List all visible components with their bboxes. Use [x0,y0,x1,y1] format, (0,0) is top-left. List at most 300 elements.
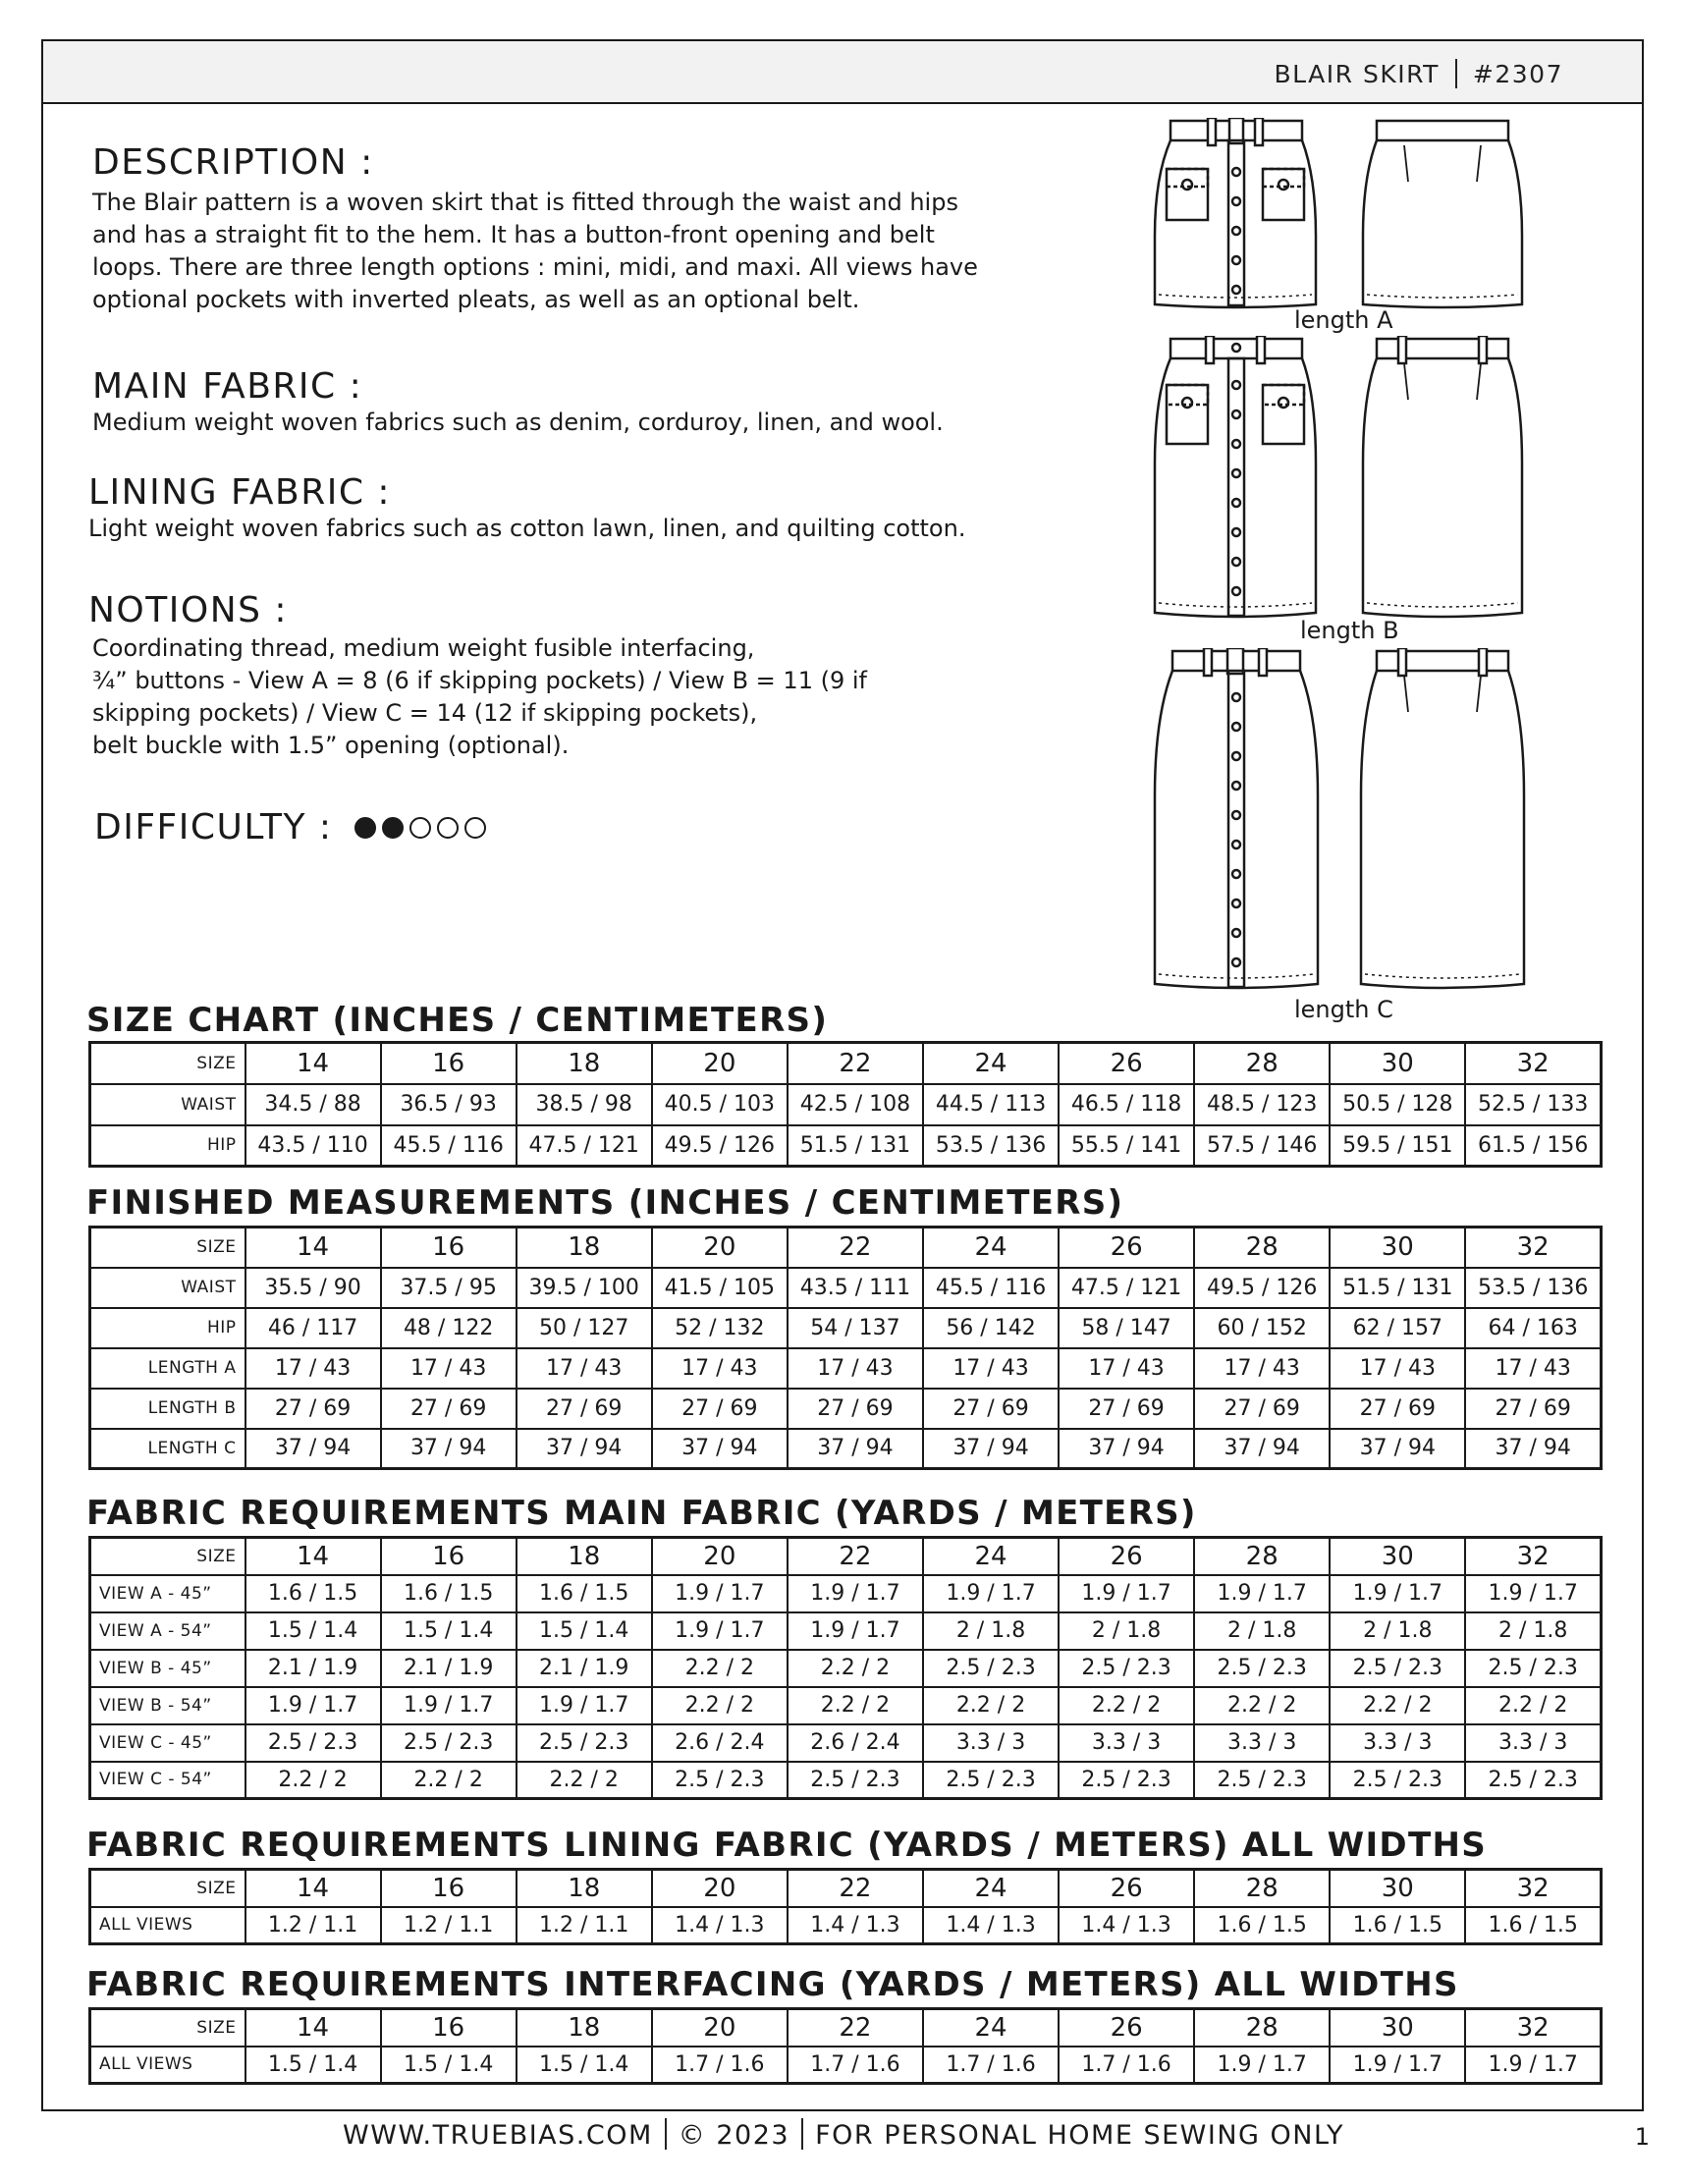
table-cell: 2.5 / 2.3 [245,1724,381,1762]
difficulty-dot-empty [464,817,486,839]
table-cell: 27 / 69 [1465,1389,1601,1429]
table-cell: 40.5 / 103 [652,1084,788,1125]
table-cell: 2.6 / 2.4 [788,1724,923,1762]
size-header-row [90,1538,1602,1575]
table-cell: 2.2 / 2 [788,1687,923,1724]
table-cell: 2.5 / 2.3 [517,1724,652,1762]
table-cell: 41.5 / 105 [652,1268,788,1308]
size-label: SIZE [90,2009,245,2047]
table-cell: 2.5 / 2.3 [1330,1762,1465,1799]
interfacing-req-title: FABRIC REQUIREMENTS INTERFACING (YARDS / METERS) ALL WIDTHS [86,1965,1459,2004]
size-header-cell: 22 [788,1870,923,1907]
table-cell: 2.5 / 2.3 [1194,1762,1330,1799]
row-label: VIEW B - 54” [90,1687,245,1724]
table-cell: 37 / 94 [1194,1429,1330,1469]
table-cell: 44.5 / 113 [923,1084,1059,1125]
table-cell: 36.5 / 93 [381,1084,517,1125]
row-label: HIP [90,1125,245,1167]
table-cell: 37 / 94 [1465,1429,1601,1469]
lining-req-title: FABRIC REQUIREMENTS LINING FABRIC (YARDS / METERS) ALL WIDTHS [86,1826,1487,1865]
description-line: optional pockets with inverted pleats, as well as an optional belt. [92,286,860,313]
table-cell: 1.9 / 1.7 [245,1687,381,1724]
table-cell: 58 / 147 [1059,1308,1194,1348]
table-cell: 52.5 / 133 [1465,1084,1601,1125]
table-cell: 2.2 / 2 [517,1762,652,1799]
table-cell: 52 / 132 [652,1308,788,1348]
table-cell: 37 / 94 [923,1429,1059,1469]
row-label: VIEW C - 45” [90,1724,245,1762]
sketch-length-a [1147,118,1550,309]
back-view-a [1363,121,1522,307]
size-header-cell: 14 [245,1538,381,1575]
description-title: DESCRIPTION : [92,142,374,183]
size-header-cell: 18 [517,2009,652,2047]
size-header-cell: 26 [1059,2009,1194,2047]
notions-body [92,632,1114,762]
main-fabric-line: Medium weight woven fabrics such as denim, corduroy, linen, and wool. [92,409,944,436]
lining-req-table [88,1868,1603,1945]
table-cell: 27 / 69 [1330,1389,1465,1429]
table-cell: 3.3 / 3 [1465,1724,1601,1762]
footer-website[interactable]: WWW.TRUEBIAS.COM [343,2120,653,2151]
table-cell: 27 / 69 [652,1389,788,1429]
table-cell: 2.2 / 2 [788,1650,923,1687]
table-cell: 48 / 122 [381,1308,517,1348]
size-header-row [90,1228,1602,1268]
size-header-cell: 22 [788,1043,923,1084]
table-cell: 1.5 / 1.4 [245,2047,381,2084]
table-cell: 17 / 43 [517,1348,652,1389]
row-label: VIEW A - 54” [90,1612,245,1650]
table-row [90,1268,1602,1308]
table-cell: 2.2 / 2 [381,1762,517,1799]
table-cell: 45.5 / 116 [381,1125,517,1167]
lining-fabric-title: LINING FABRIC : [88,472,392,513]
size-header-cell: 32 [1465,1870,1601,1907]
size-header-cell: 16 [381,1228,517,1268]
size-header-cell: 20 [652,1043,788,1084]
table-row [90,1125,1602,1167]
row-label: LENGTH C [90,1429,245,1469]
table-cell: 57.5 / 146 [1194,1125,1330,1167]
pattern-number: #2307 [1472,60,1563,88]
difficulty-dots [354,817,486,839]
size-header-cell: 14 [245,1043,381,1084]
size-header-cell: 32 [1465,1043,1601,1084]
table-cell: 50.5 / 128 [1330,1084,1465,1125]
size-header-cell: 28 [1194,2009,1330,2047]
table-cell: 1.9 / 1.7 [788,1612,923,1650]
size-header-cell: 26 [1059,1228,1194,1268]
table-cell: 1.6 / 1.5 [381,1575,517,1612]
table-cell: 51.5 / 131 [788,1125,923,1167]
row-label: HIP [90,1308,245,1348]
table-cell: 27 / 69 [381,1389,517,1429]
lining-fabric-body [88,513,1110,545]
table-cell: 2.2 / 2 [1330,1687,1465,1724]
size-header-cell: 14 [245,1870,381,1907]
table-cell: 2 / 1.8 [1059,1612,1194,1650]
table-cell: 27 / 69 [517,1389,652,1429]
size-header-cell: 18 [517,1870,652,1907]
front-view-b [1155,336,1316,617]
table-row [90,1429,1602,1469]
row-label: VIEW B - 45” [90,1650,245,1687]
table-cell: 35.5 / 90 [245,1268,381,1308]
caption-length-c: length C [1294,996,1393,1023]
table-cell: 1.6 / 1.5 [1194,1907,1330,1944]
table-row [90,1762,1602,1799]
table-cell: 1.9 / 1.7 [1330,2047,1465,2084]
table-cell: 37 / 94 [652,1429,788,1469]
size-header-cell: 22 [788,2009,923,2047]
table-cell: 1.4 / 1.3 [1059,1907,1194,1944]
table-row [90,1907,1602,1944]
table-cell: 51.5 / 131 [1330,1268,1465,1308]
size-label: SIZE [90,1870,245,1907]
table-cell: 1.7 / 1.6 [788,2047,923,2084]
table-cell: 2.2 / 2 [652,1650,788,1687]
table-cell: 46 / 117 [245,1308,381,1348]
size-header-cell: 30 [1330,1043,1465,1084]
footer-notice: FOR PERSONAL HOME SEWING ONLY [815,2120,1344,2151]
size-header-cell: 20 [652,1228,788,1268]
notions-line: ¾” buttons - View A = 8 (6 if skipping pockets) / View B = 11 (9 if [92,667,867,694]
table-cell: 1.9 / 1.7 [923,1575,1059,1612]
table-cell: 49.5 / 126 [652,1125,788,1167]
table-cell: 37 / 94 [245,1429,381,1469]
table-row [90,1612,1602,1650]
table-cell: 2.2 / 2 [652,1687,788,1724]
difficulty-dot-empty [409,817,431,839]
size-header-cell: 28 [1194,1870,1330,1907]
size-header-cell: 16 [381,1538,517,1575]
table-cell: 2.5 / 2.3 [1194,1650,1330,1687]
table-cell: 38.5 / 98 [517,1084,652,1125]
table-cell: 1.5 / 1.4 [381,2047,517,2084]
table-cell: 3.3 / 3 [1059,1724,1194,1762]
table-cell: 27 / 69 [923,1389,1059,1429]
main-fabric-title: MAIN FABRIC : [92,366,363,407]
table-row [90,1389,1602,1429]
size-header-row [90,2009,1602,2047]
sketch-length-b [1147,336,1550,621]
row-label: LENGTH B [90,1389,245,1429]
table-cell: 1.5 / 1.4 [517,2047,652,2084]
size-header-cell: 16 [381,1870,517,1907]
table-cell: 2.1 / 1.9 [381,1650,517,1687]
table-cell: 48.5 / 123 [1194,1084,1330,1125]
table-cell: 47.5 / 121 [1059,1268,1194,1308]
table-cell: 1.2 / 1.1 [517,1907,652,1944]
table-cell: 34.5 / 88 [245,1084,381,1125]
header-title [1275,59,1563,88]
table-cell: 43.5 / 111 [788,1268,923,1308]
size-header-cell: 14 [245,2009,381,2047]
size-header-cell: 24 [923,1870,1059,1907]
table-cell: 1.9 / 1.7 [1330,1575,1465,1612]
size-header-cell: 32 [1465,1228,1601,1268]
size-header-cell: 24 [923,1538,1059,1575]
table-cell: 1.9 / 1.7 [1194,2047,1330,2084]
size-header-cell: 18 [517,1538,652,1575]
notions-line: skipping pockets) / View C = 14 (12 if skipping pockets), [92,699,758,727]
pattern-name: BLAIR SKIRT [1274,60,1440,88]
main-fabric-req-table [88,1536,1603,1800]
size-chart-table [88,1041,1603,1168]
table-cell: 3.3 / 3 [1194,1724,1330,1762]
table-cell: 3.3 / 3 [923,1724,1059,1762]
table-cell: 1.5 / 1.4 [245,1612,381,1650]
table-cell: 2.2 / 2 [923,1687,1059,1724]
header-band [41,39,1644,104]
table-cell: 17 / 43 [245,1348,381,1389]
table-cell: 61.5 / 156 [1465,1125,1601,1167]
size-header-cell: 20 [652,2009,788,2047]
table-cell: 17 / 43 [1194,1348,1330,1389]
size-header-cell: 18 [517,1228,652,1268]
footer [0,2118,1687,2151]
table-cell: 37 / 94 [788,1429,923,1469]
table-cell: 46.5 / 118 [1059,1084,1194,1125]
finished-measurements-title: FINISHED MEASUREMENTS (INCHES / CENTIMETERS) [86,1183,1124,1223]
table-cell: 1.9 / 1.7 [1465,1575,1601,1612]
table-cell: 2.5 / 2.3 [1330,1650,1465,1687]
table-row [90,2047,1602,2084]
size-header-cell: 24 [923,1043,1059,1084]
table-cell: 49.5 / 126 [1194,1268,1330,1308]
table-cell: 2.5 / 2.3 [788,1762,923,1799]
table-row [90,1084,1602,1125]
table-cell: 2.5 / 2.3 [1465,1762,1601,1799]
table-cell: 27 / 69 [1059,1389,1194,1429]
table-cell: 2 / 1.8 [1330,1612,1465,1650]
size-header-row [90,1870,1602,1907]
table-cell: 1.5 / 1.4 [517,1612,652,1650]
table-row [90,1724,1602,1762]
row-label: WAIST [90,1084,245,1125]
size-label: SIZE [90,1228,245,1268]
table-cell: 2.5 / 2.3 [652,1762,788,1799]
table-cell: 1.9 / 1.7 [1059,1575,1194,1612]
table-cell: 1.9 / 1.7 [1465,2047,1601,2084]
size-header-cell: 16 [381,2009,517,2047]
table-cell: 17 / 43 [788,1348,923,1389]
interfacing-req-table [88,2007,1603,2085]
table-cell: 2 / 1.8 [1194,1612,1330,1650]
table-cell: 17 / 43 [1330,1348,1465,1389]
size-header-cell: 30 [1330,1870,1465,1907]
size-header-cell: 20 [652,1870,788,1907]
table-cell: 1.2 / 1.1 [245,1907,381,1944]
table-cell: 37.5 / 95 [381,1268,517,1308]
back-view-c [1361,648,1524,988]
size-header-cell: 26 [1059,1870,1194,1907]
table-cell: 1.7 / 1.6 [1059,2047,1194,2084]
caption-length-b: length B [1300,617,1399,644]
size-header-cell: 26 [1059,1538,1194,1575]
size-header-cell: 32 [1465,1538,1601,1575]
table-row [90,1575,1602,1612]
table-cell: 27 / 69 [245,1389,381,1429]
size-chart-title: SIZE CHART (INCHES / CENTIMETERS) [86,1001,829,1040]
table-cell: 1.9 / 1.7 [652,1575,788,1612]
table-cell: 1.6 / 1.5 [245,1575,381,1612]
difficulty-dot-filled [354,817,376,839]
row-label: WAIST [90,1268,245,1308]
row-label: ALL VIEWS [90,2047,245,2084]
table-cell: 37 / 94 [517,1429,652,1469]
size-header-cell: 28 [1194,1538,1330,1575]
size-header-cell: 28 [1194,1043,1330,1084]
table-cell: 1.2 / 1.1 [381,1907,517,1944]
table-cell: 1.4 / 1.3 [923,1907,1059,1944]
table-cell: 2.5 / 2.3 [381,1724,517,1762]
table-cell: 1.4 / 1.3 [652,1907,788,1944]
page-number: 1 [1634,2123,1650,2151]
table-cell: 17 / 43 [1059,1348,1194,1389]
difficulty-label: DIFFICULTY : [94,807,333,847]
row-label: VIEW A - 45” [90,1575,245,1612]
table-cell: 3.3 / 3 [1330,1724,1465,1762]
description-line: loops. There are three length options : mini, midi, and maxi. All views have [92,253,978,281]
table-cell: 37 / 94 [1330,1429,1465,1469]
table-cell: 1.6 / 1.5 [1330,1907,1465,1944]
size-label: SIZE [90,1043,245,1084]
table-cell: 17 / 43 [923,1348,1059,1389]
table-cell: 1.9 / 1.7 [788,1575,923,1612]
table-cell: 2.5 / 2.3 [923,1650,1059,1687]
table-cell: 53.5 / 136 [923,1125,1059,1167]
table-cell: 45.5 / 116 [923,1268,1059,1308]
size-header-cell: 24 [923,2009,1059,2047]
size-header-cell: 24 [923,1228,1059,1268]
table-cell: 2.2 / 2 [245,1762,381,1799]
table-cell: 60 / 152 [1194,1308,1330,1348]
table-cell: 2.2 / 2 [1059,1687,1194,1724]
difficulty-dot-empty [437,817,459,839]
notions-title: NOTIONS : [88,590,289,630]
lining-fabric-line: Light weight woven fabrics such as cotton lawn, linen, and quilting cotton. [88,515,966,542]
finished-measurements-table [88,1226,1603,1470]
table-row [90,1687,1602,1724]
table-row [90,1308,1602,1348]
table-cell: 17 / 43 [381,1348,517,1389]
table-row [90,1348,1602,1389]
table-cell: 47.5 / 121 [517,1125,652,1167]
footer-divider [665,2118,667,2150]
table-cell: 42.5 / 108 [788,1084,923,1125]
table-cell: 37 / 94 [381,1429,517,1469]
table-cell: 50 / 127 [517,1308,652,1348]
table-cell: 62 / 157 [1330,1308,1465,1348]
size-header-row [90,1043,1602,1084]
table-cell: 2.5 / 2.3 [1465,1650,1601,1687]
table-cell: 1.9 / 1.7 [1194,1575,1330,1612]
table-cell: 1.4 / 1.3 [788,1907,923,1944]
row-label: LENGTH A [90,1348,245,1389]
table-cell: 1.9 / 1.7 [652,1612,788,1650]
front-view-c [1155,648,1318,988]
size-header-cell: 14 [245,1228,381,1268]
size-header-cell: 32 [1465,2009,1601,2047]
table-cell: 1.9 / 1.7 [381,1687,517,1724]
table-cell: 2.2 / 2 [1194,1687,1330,1724]
row-label: ALL VIEWS [90,1907,245,1944]
table-cell: 64 / 163 [1465,1308,1601,1348]
size-label: SIZE [90,1538,245,1575]
header-divider [1455,59,1457,88]
back-view-b [1363,336,1522,617]
table-cell: 1.5 / 1.4 [381,1612,517,1650]
table-cell: 56 / 142 [923,1308,1059,1348]
description-line: and has a straight fit to the hem. It has a button-front opening and belt [92,221,935,248]
table-cell: 2 / 1.8 [923,1612,1059,1650]
table-cell: 54 / 137 [788,1308,923,1348]
table-cell: 2.2 / 2 [1465,1687,1601,1724]
front-view-a [1155,118,1316,307]
notions-line: belt buckle with 1.5” opening (optional). [92,732,570,759]
size-header-cell: 30 [1330,1228,1465,1268]
size-header-cell: 26 [1059,1043,1194,1084]
table-cell: 2.5 / 2.3 [1059,1650,1194,1687]
difficulty-dot-filled [382,817,404,839]
size-header-cell: 22 [788,1538,923,1575]
table-cell: 53.5 / 136 [1465,1268,1601,1308]
table-cell: 37 / 94 [1059,1429,1194,1469]
table-cell: 1.9 / 1.7 [517,1687,652,1724]
footer-divider [801,2118,803,2150]
table-cell: 27 / 69 [788,1389,923,1429]
difficulty-rating [94,807,486,847]
size-header-cell: 30 [1330,2009,1465,2047]
table-cell: 17 / 43 [1465,1348,1601,1389]
table-cell: 1.7 / 1.6 [923,2047,1059,2084]
table-cell: 43.5 / 110 [245,1125,381,1167]
table-row [90,1650,1602,1687]
table-cell: 1.6 / 1.5 [1465,1907,1601,1944]
table-cell: 55.5 / 141 [1059,1125,1194,1167]
size-header-cell: 28 [1194,1228,1330,1268]
table-cell: 1.6 / 1.5 [517,1575,652,1612]
table-cell: 2 / 1.8 [1465,1612,1601,1650]
row-label: VIEW C - 54” [90,1762,245,1799]
table-cell: 2.1 / 1.9 [517,1650,652,1687]
size-header-cell: 30 [1330,1538,1465,1575]
description-body [92,187,1114,316]
table-cell: 1.7 / 1.6 [652,2047,788,2084]
main-fabric-req-title: FABRIC REQUIREMENTS MAIN FABRIC (YARDS / METERS) [86,1494,1197,1533]
table-cell: 2.5 / 2.3 [923,1762,1059,1799]
size-header-cell: 22 [788,1228,923,1268]
table-cell: 2.5 / 2.3 [1059,1762,1194,1799]
sketch-length-c [1147,648,1550,992]
table-cell: 59.5 / 151 [1330,1125,1465,1167]
notions-line: Coordinating thread, medium weight fusible interfacing, [92,634,755,662]
table-cell: 27 / 69 [1194,1389,1330,1429]
table-cell: 17 / 43 [652,1348,788,1389]
size-header-cell: 20 [652,1538,788,1575]
table-cell: 39.5 / 100 [517,1268,652,1308]
main-fabric-body [92,407,1114,439]
caption-length-a: length A [1294,306,1393,334]
description-line: The Blair pattern is a woven skirt that is fitted through the waist and hips [92,189,958,216]
size-header-cell: 18 [517,1043,652,1084]
footer-copyright: © 2023 [678,2120,790,2151]
table-cell: 2.6 / 2.4 [652,1724,788,1762]
size-header-cell: 16 [381,1043,517,1084]
table-cell: 2.1 / 1.9 [245,1650,381,1687]
